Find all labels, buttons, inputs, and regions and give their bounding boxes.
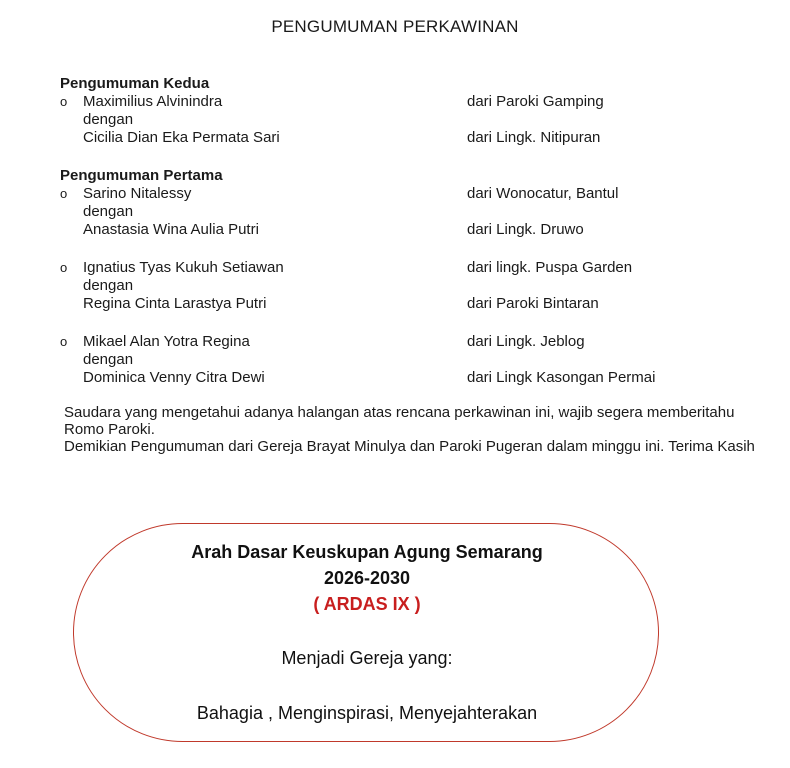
ardas-subtitle: Menjadi Gereja yang: [281,648,453,668]
ardas-title: Arah Dasar Keuskupan Agung Semarang [191,542,543,562]
bride-name: Anastasia Wina Aulia Putri [83,221,259,238]
groom-name: Ignatius Tyas Kukuh Setiawan [83,259,284,276]
bullet-icon: o [60,334,68,349]
bullet-icon: o [60,260,68,275]
groom-name: Maximilius Alvinindra [83,93,223,110]
ardas-label: ( ARDAS IX ) [313,594,421,614]
section-first-announcement [60,167,760,387]
notice-paragraph [64,404,774,455]
bride-origin: dari Lingk. Druwo [467,221,584,238]
notice-line-closing: Demikian Pengumuman dari Gereja Brayat Minulya dan Paroki Pugeran dalam minggu ini. Terima Kasih [64,438,755,455]
bride-name: Regina Cinta Larastya Putri [83,295,267,312]
section-heading: Pengumuman Pertama [60,167,223,184]
section-heading: Pengumuman Kedua [60,75,210,92]
groom-origin: dari Lingk. Jeblog [467,333,585,350]
couple-entry [60,185,760,239]
notice-line-objection: Saudara yang mengetahui adanya halangan atas rencana perkawinan ini, wajib segera memberitahu Romo Paroki. [64,404,735,438]
bullet-icon: o [60,94,68,109]
groom-name: Sarino Nitalessy [83,185,192,202]
connector-text: dengan [83,277,134,294]
bride-origin: dari Lingk. Nitipuran [467,129,601,146]
groom-origin: dari Wonocatur, Bantul [467,185,619,202]
groom-origin: dari Paroki Gamping [467,93,604,110]
bride-origin: dari Lingk Kasongan Permai [467,369,656,386]
bride-name: Cicilia Dian Eka Permata Sari [83,129,280,146]
connector-text: dengan [83,111,134,128]
ardas-values: Bahagia , Menginspirasi, Menyejahterakan [196,703,538,723]
ardas-years: 2026-2030 [323,568,411,588]
section-second-announcement [60,75,760,147]
connector-text: dengan [83,203,134,220]
ardas-box [73,523,659,742]
bullet-icon: o [60,186,68,201]
bride-name: Dominica Venny Citra Dewi [83,369,265,386]
couple-entry [60,333,760,387]
groom-name: Mikael Alan Yotra Regina [83,333,250,350]
page-title: PENGUMUMAN PERKAWINAN [271,17,519,36]
bride-origin: dari Paroki Bintaran [467,295,599,312]
couple-entry [60,93,760,147]
connector-text: dengan [83,351,134,368]
groom-origin: dari lingk. Puspa Garden [467,259,633,276]
couple-entry [60,259,760,313]
